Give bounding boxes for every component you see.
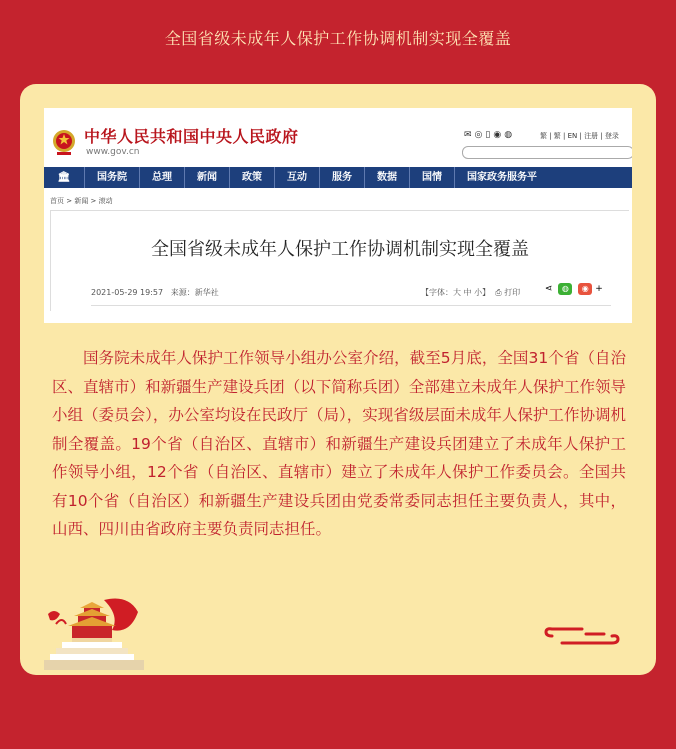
print-link[interactable]: 打印 <box>504 288 521 297</box>
nav-item-guowuyuan[interactable]: 国务院 <box>84 167 139 188</box>
header-icons <box>464 130 515 140</box>
gov-header <box>44 108 632 166</box>
nav-item-service[interactable]: 服务 <box>319 167 364 188</box>
nav-item-national-info[interactable]: 国情 <box>409 167 454 188</box>
search-input[interactable] <box>462 146 632 159</box>
mail-icon[interactable]: ✉ <box>464 130 472 140</box>
article-date: 2021-05-29 19:57 <box>91 288 164 297</box>
content-card <box>20 84 656 675</box>
breadcrumb[interactable]: 首页 > 新闻 > 滚动 <box>50 197 113 205</box>
temple-of-heaven-icon <box>42 594 148 675</box>
cloud-ornament-icon <box>542 624 620 648</box>
header-links[interactable]: 繁 | 繁 | EN | 注册 | 登录 <box>540 132 619 140</box>
share-icon[interactable]: ⋖ <box>545 284 553 294</box>
national-emblem-icon <box>52 128 76 156</box>
app-icon[interactable]: ◎ <box>474 130 483 140</box>
nav-item-data[interactable]: 数据 <box>364 167 409 188</box>
nav-item-policy[interactable]: 政策 <box>229 167 274 188</box>
article-tools <box>421 287 520 298</box>
mobile-icon[interactable]: ▯ <box>485 130 491 140</box>
site-name: 中华人民共和国中央人民政府 <box>84 127 299 146</box>
weibo-icon[interactable]: ◉ <box>493 130 502 140</box>
source-label: 来源： <box>170 288 195 297</box>
nav-item-gov-service[interactable]: 国家政务服务平 <box>454 167 549 188</box>
site-url: www.gov.cn <box>86 147 140 157</box>
wechat-share-icon[interactable]: ◍ <box>558 283 572 295</box>
divider <box>91 305 611 306</box>
nav-item-zongli[interactable]: 总理 <box>139 167 184 188</box>
article-source: 新华社 <box>194 288 219 297</box>
article-meta <box>91 287 219 298</box>
tiananmen-icon[interactable]: 🏛 <box>57 172 71 183</box>
article-header <box>50 210 629 311</box>
share-buttons <box>545 283 606 295</box>
print-icon[interactable]: ⎙ <box>495 288 502 297</box>
page-title: 全国省级未成年人保护工作协调机制实现全覆盖 <box>164 29 512 48</box>
wechat-icon[interactable]: ◍ <box>504 130 513 140</box>
body-paragraph: 国务院未成年人保护工作领导小组办公室介绍，截至5月底，全国31个省（自治区、直辖市）和新疆生产建设兵团（以下简称兵团）全部建立未成年人保护工作领导小组（委员会），办公室均设在民政厅（局），实现省级层面未成年人保护工作协调机制全覆盖。19个省（自治区、直辖市）和新疆生产建设兵团建立了未成年人保护工作领导小组，12个省（自治区、直辖市）建立了未成年人保护工作委员会。全国共有10个省（自治区）和新疆生产建设兵团由党委常委同志担任主要负责人，其中，山西、四川由省政府主要负责同志担任。 <box>52 349 626 538</box>
article-title: 全国省级未成年人保护工作协调机制实现全覆盖 <box>151 239 529 260</box>
nav-item-interaction[interactable]: 互动 <box>274 167 319 188</box>
article-screenshot <box>44 108 632 323</box>
nav-item-news[interactable]: 新闻 <box>184 167 229 188</box>
plus-icon[interactable]: + <box>595 284 603 294</box>
main-navbar <box>44 167 632 188</box>
weibo-share-icon[interactable]: ◉ <box>578 283 592 295</box>
font-size-control[interactable]: 【字体：大 中 小】 <box>421 288 491 297</box>
